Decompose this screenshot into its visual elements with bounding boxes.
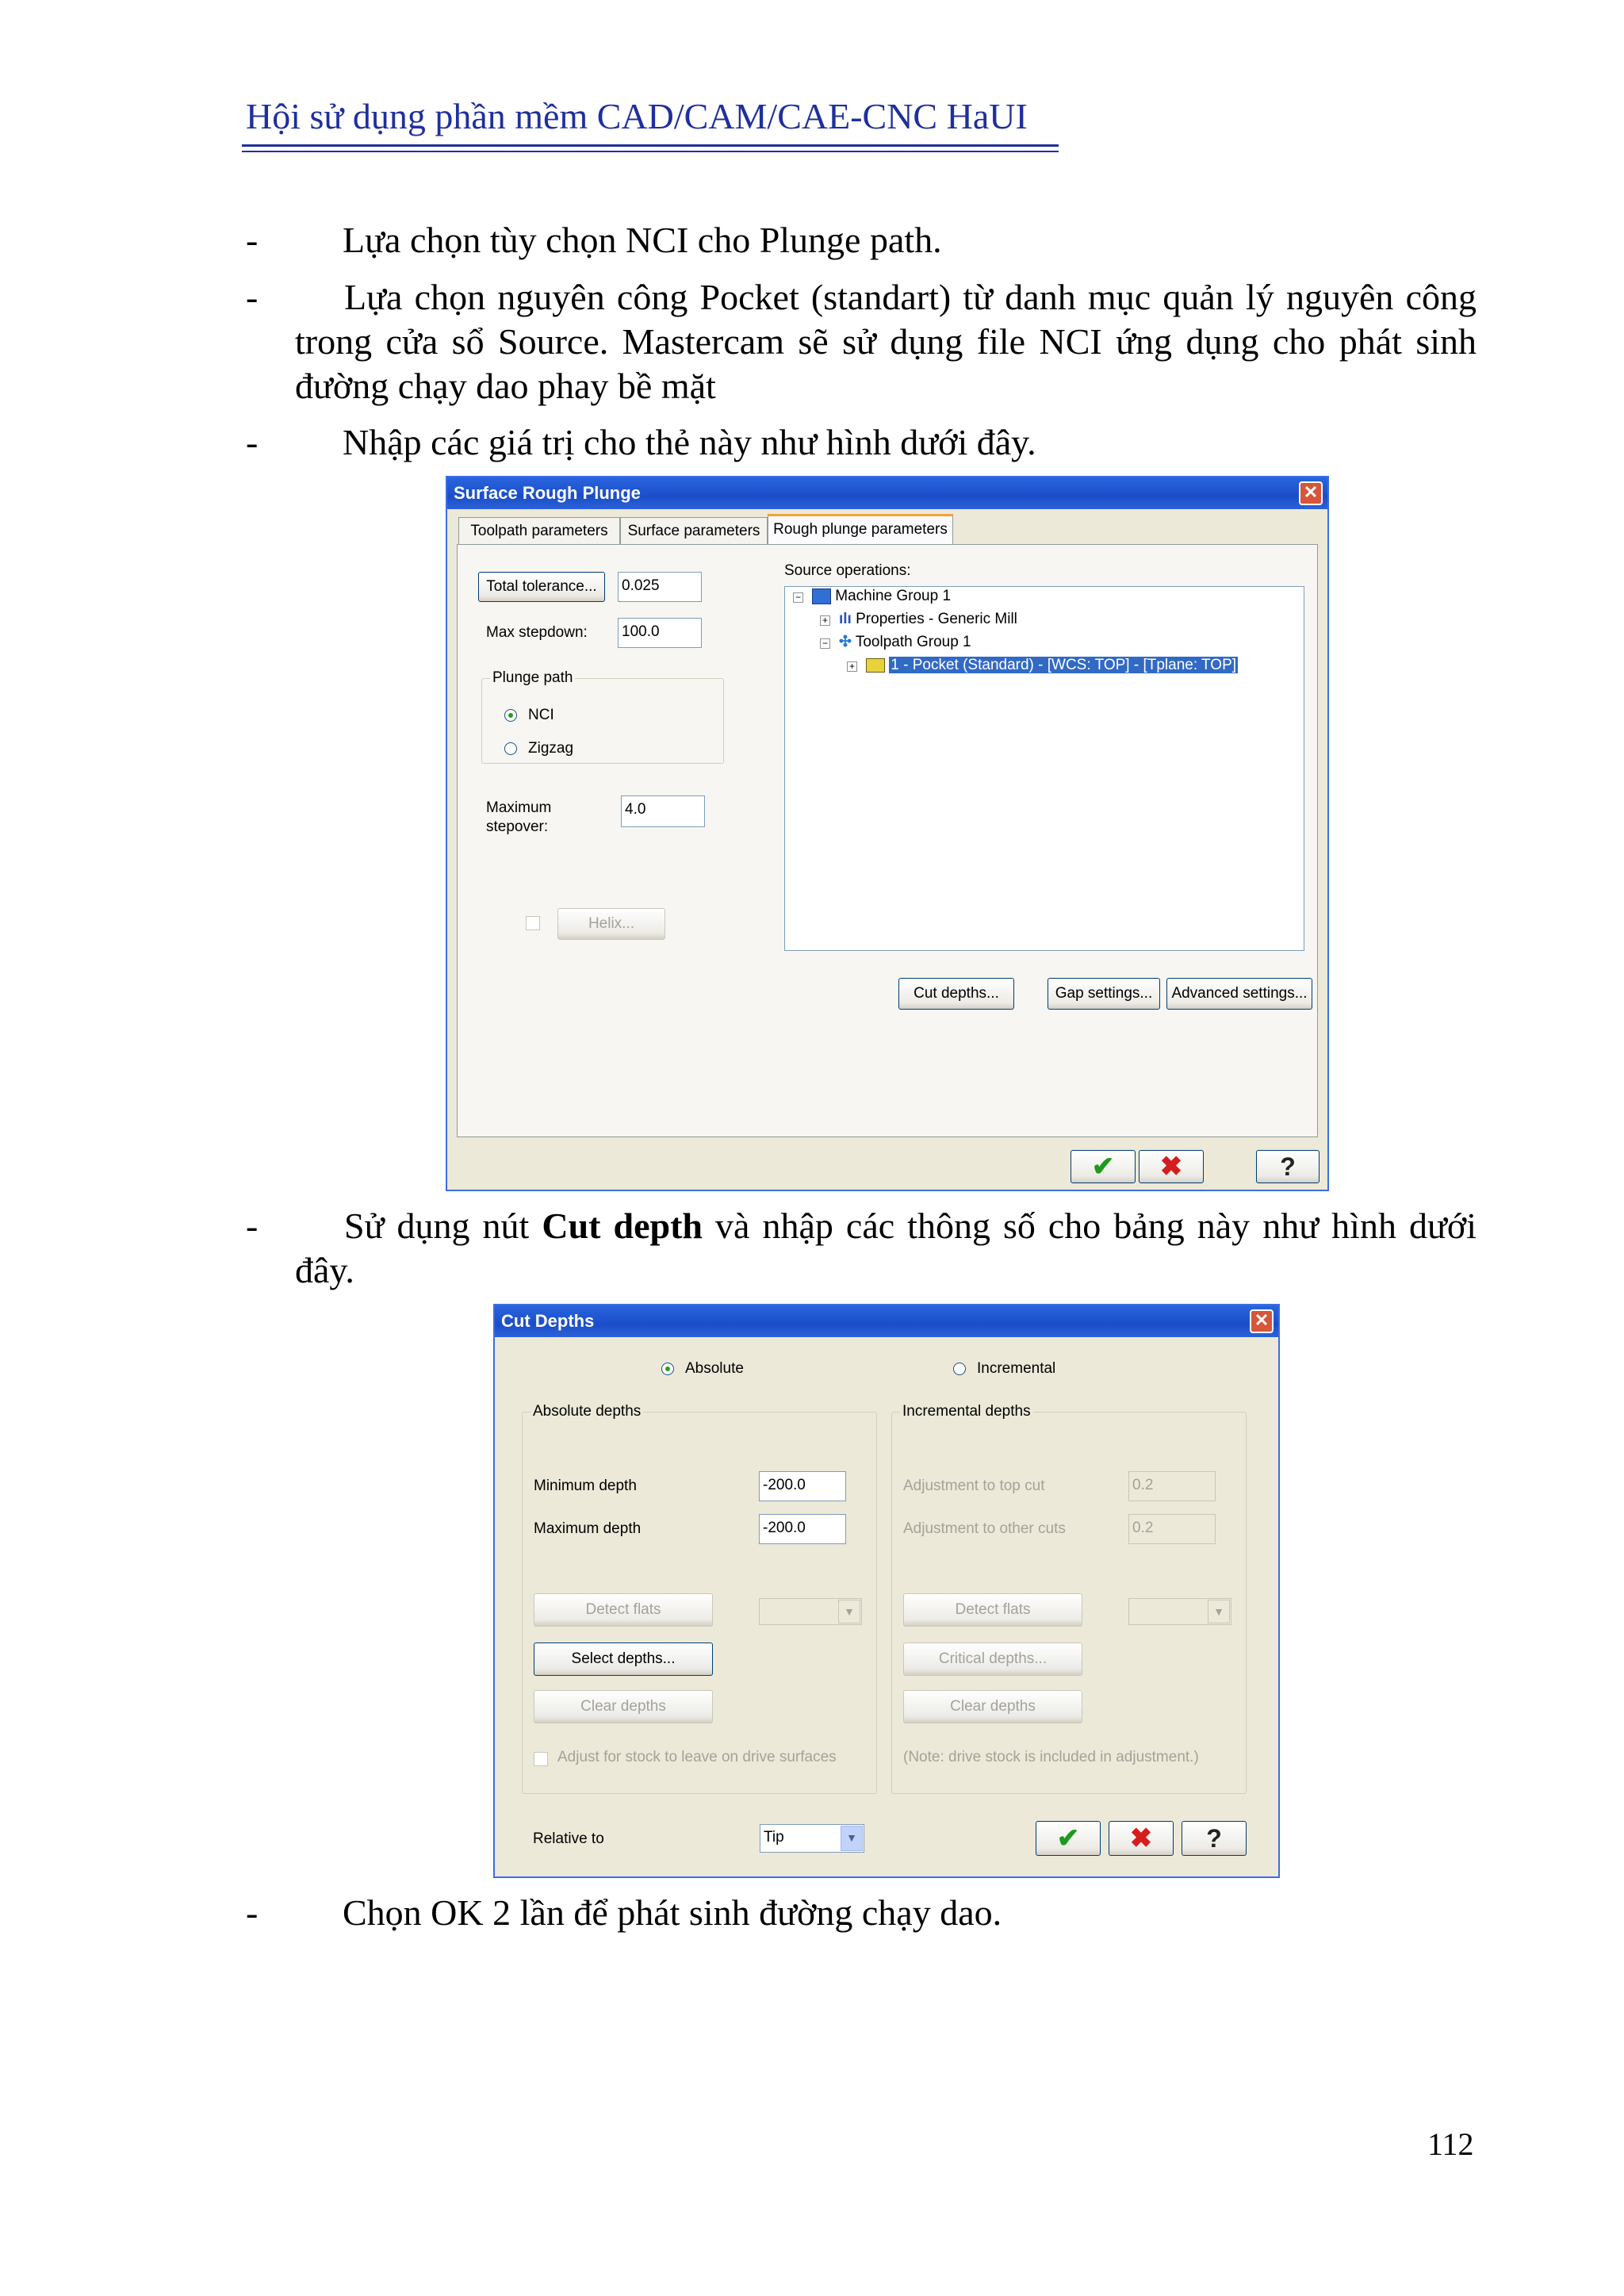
- max-stepover-label: [486, 799, 551, 837]
- incremental-depths-group: [891, 1403, 1247, 1794]
- total-tolerance-field[interactable]: 0.025: [618, 572, 702, 602]
- adjustment-other-cuts-field[interactable]: 0.2: [1128, 1514, 1216, 1544]
- tree-node-properties[interactable]: ılı Properties - Generic Mill: [839, 611, 1017, 627]
- adjustment-top-cut-field[interactable]: 0.2: [1128, 1471, 1216, 1501]
- checkmark-icon: ✔: [1091, 1152, 1115, 1182]
- dialog-titlebar: Surface Rough Plunge: [447, 477, 1327, 509]
- incremental-radio[interactable]: [953, 1363, 966, 1375]
- minimum-depth-label: Minimum depth: [534, 1478, 637, 1494]
- adjust-stock-checkbox[interactable]: [534, 1752, 548, 1766]
- tree-node-pocket-operation[interactable]: 1 - Pocket (Standard) - [WCS: TOP] - [Tplane: TOP]: [866, 656, 1238, 675]
- tab-rough-plunge-parameters[interactable]: Rough plunge parameters: [768, 514, 953, 544]
- close-icon[interactable]: ✕: [1250, 1309, 1274, 1333]
- bullet-text: Lựa chọn tùy chọn NCI cho Plunge path.: [343, 220, 942, 260]
- max-stepover-field[interactable]: 4.0: [621, 795, 705, 827]
- total-tolerance-button[interactable]: Total tolerance...: [478, 572, 605, 602]
- maximum-depth-label: Maximum depth: [534, 1520, 642, 1537]
- chevron-down-icon: ▼: [838, 1600, 860, 1623]
- toolpath-group-icon: ✣: [839, 634, 852, 650]
- expand-icon[interactable]: +: [847, 661, 857, 672]
- machine-group-icon: [812, 588, 831, 604]
- select-depths-button[interactable]: Select depths...: [534, 1642, 713, 1676]
- critical-depths-button[interactable]: Critical depths...: [903, 1642, 1082, 1676]
- cancel-button[interactable]: [1139, 1150, 1204, 1183]
- source-operations-tree[interactable]: [784, 586, 1304, 951]
- adjustment-top-cut-label: Adjustment to top cut: [903, 1478, 1045, 1494]
- maximum-label: Maximum: [486, 799, 552, 816]
- absolute-label: Absolute: [685, 1360, 744, 1377]
- ok-button[interactable]: [1036, 1821, 1101, 1856]
- helix-checkbox[interactable]: [526, 916, 540, 930]
- ok-button[interactable]: [1071, 1150, 1136, 1183]
- folder-icon: [866, 658, 885, 673]
- note-label: (Note: drive stock is included in adjustment.): [903, 1749, 1199, 1765]
- adjustment-other-cuts-label: Adjustment to other cuts: [903, 1520, 1066, 1537]
- page-number: 112: [1427, 2126, 1474, 2162]
- adjust-stock-label: Adjust for stock to leave on drive surfaces: [557, 1749, 837, 1765]
- bullet-text: Lựa chọn nguyên công Pocket (standart) từ danh mục quản lý nguyên công trong cửa sổ Source. Mastercam sẽ sử dụng file NCI ứng dụng cho phát sinh đường chạy dao phay bề mặt: [295, 277, 1477, 406]
- absolute-depths-group: [522, 1403, 877, 1794]
- tree-node-machine-group[interactable]: Machine Group 1: [812, 587, 951, 606]
- help-button[interactable]: [1256, 1150, 1320, 1183]
- absolute-radio[interactable]: [661, 1363, 674, 1375]
- close-icon[interactable]: ✕: [1299, 481, 1323, 505]
- max-stepdown-label: Max stepdown:: [486, 624, 588, 641]
- incremental-depths-label: Incremental depths: [900, 1403, 1033, 1420]
- x-icon: ✖: [1159, 1152, 1183, 1182]
- plunge-path-group: [481, 669, 724, 764]
- bullet-dash: -: [246, 277, 259, 317]
- detect-flats-button[interactable]: Detect flats: [534, 1593, 713, 1627]
- collapse-icon[interactable]: −: [793, 592, 803, 603]
- plunge-path-label: Plunge path: [490, 669, 575, 687]
- relative-to-select[interactable]: Tip ▼: [760, 1824, 864, 1853]
- flats-incremental-combo[interactable]: [1128, 1598, 1231, 1625]
- surface-rough-plunge-dialog: [446, 476, 1329, 1191]
- expand-icon[interactable]: +: [820, 615, 830, 626]
- tab-panel: [457, 544, 1318, 1137]
- tab-surface-parameters[interactable]: Surface parameters: [620, 517, 768, 544]
- absolute-depths-label: Absolute depths: [530, 1403, 643, 1420]
- cut-depths-button[interactable]: Cut depths...: [898, 978, 1014, 1010]
- helix-button[interactable]: Helix...: [557, 908, 665, 940]
- zigzag-label: Zigzag: [528, 740, 574, 757]
- collapse-icon[interactable]: −: [820, 638, 830, 649]
- tab-toolpath-parameters[interactable]: Toolpath parameters: [458, 517, 620, 544]
- incremental-label: Incremental: [977, 1360, 1056, 1377]
- question-icon: ?: [1280, 1152, 1296, 1181]
- bullet-dash: -: [246, 1205, 259, 1246]
- header-title: Hội sử dụng phần mềm CAD/CAM/CAE-CNC HaUI: [246, 96, 1028, 136]
- stepover-label: stepover:: [486, 818, 549, 835]
- bullet-text: Nhập các giá trị cho thẻ này như hình dưới đây.: [343, 422, 1036, 462]
- max-stepdown-field[interactable]: 100.0: [618, 618, 702, 648]
- detect-flats-incremental-button[interactable]: Detect flats: [903, 1593, 1082, 1627]
- maximum-depth-field[interactable]: -200.0: [759, 1514, 846, 1544]
- nci-radio[interactable]: [504, 709, 517, 722]
- clear-depths-button[interactable]: Clear depths: [534, 1690, 713, 1723]
- bullet-text: Chọn OK 2 lần để phát sinh đường chạy dao.: [343, 1892, 1002, 1933]
- cut-depths-dialog: [493, 1304, 1280, 1878]
- advanced-settings-button[interactable]: Advanced settings...: [1166, 978, 1312, 1010]
- checkmark-icon: ✔: [1056, 1823, 1080, 1853]
- relative-to-label: Relative to: [533, 1830, 604, 1847]
- chevron-down-icon: ▼: [1208, 1600, 1230, 1623]
- minimum-depth-field[interactable]: -200.0: [759, 1471, 846, 1501]
- zigzag-radio[interactable]: [504, 742, 517, 755]
- header-rule-2: [242, 151, 1059, 152]
- clear-depths-incremental-button[interactable]: Clear depths: [903, 1690, 1082, 1723]
- chevron-down-icon: ▼: [841, 1826, 863, 1851]
- cancel-button[interactable]: [1109, 1821, 1174, 1856]
- x-icon: ✖: [1129, 1823, 1153, 1853]
- help-button[interactable]: [1182, 1821, 1247, 1856]
- bullet-dash: -: [246, 220, 259, 260]
- nci-label: NCI: [528, 707, 554, 723]
- question-icon: ?: [1206, 1824, 1222, 1853]
- gap-settings-button[interactable]: Gap settings...: [1048, 978, 1160, 1010]
- cut-depth-bold: Cut depth: [542, 1205, 703, 1246]
- bullet-dash: -: [246, 1892, 259, 1933]
- bullet-dash: -: [246, 422, 259, 462]
- dialog-titlebar: Cut Depths: [495, 1305, 1278, 1337]
- header-rule: [242, 144, 1059, 147]
- tree-node-toolpath-group[interactable]: ✣ Toolpath Group 1: [839, 634, 971, 650]
- bullet-text: Sử dụng nút Cut depth và nhập các thông số cho bảng này như hình dưới đây.: [295, 1205, 1477, 1290]
- source-operations-label: Source operations:: [784, 562, 911, 579]
- properties-icon: ılı: [839, 611, 852, 627]
- flats-combo[interactable]: [759, 1598, 862, 1625]
